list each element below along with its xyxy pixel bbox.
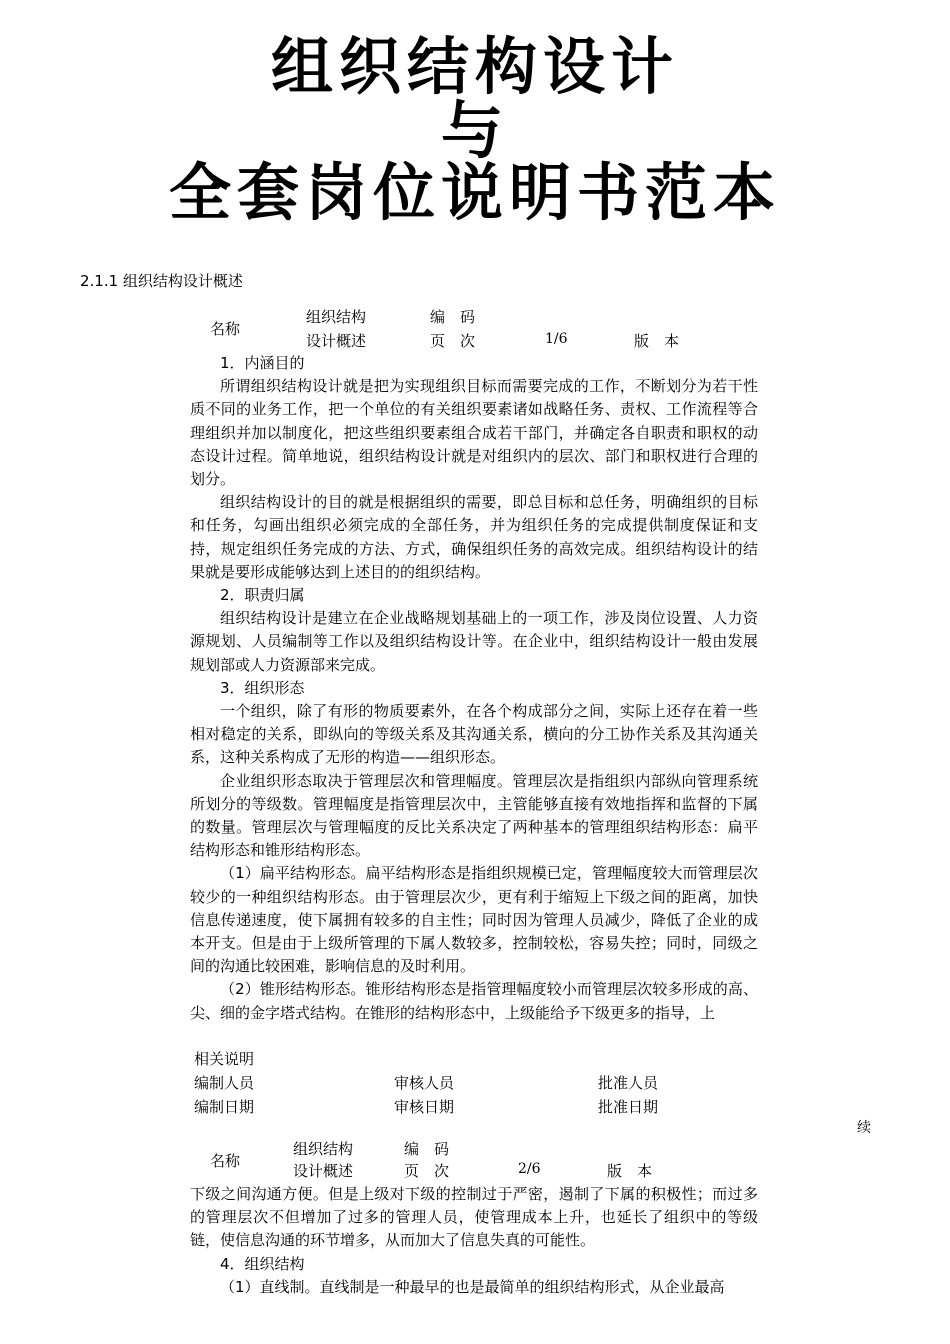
version-label: 版 本 [607,1162,653,1180]
page-label: 页 次 [404,1162,450,1180]
paragraph: （1）扁平结构形态。扁平结构形态是指组织规模已定，管理幅度较大而管理层次较少的一种组织结构形态。由于管理层次少，更有利于缩短上下级之间的距离，加快信息传递速度，使下属拥有较多的自主性；同时因为管理人员减少，降低了企业的成本开支。但是由于上级所管理的下属人数较多，控制较松，容易失控；同时，同级之间的沟通比较困难，影响信息的及时利用。 [190,864,758,976]
document-title-line-3: 全套岗位说明书范本 [168,156,781,229]
paragraph: 组织结构设计的目的就是根据组织的需要，即总目标和总任务，明确组织的目标和任务，勾画出组织必须完成的全部任务，并为组织任务的完成提供制度保证和支持，规定组织任务完成的方法、方式，确保组织任务的高效完成。组织结构设计的结果就是要形成能够达到上述目的的组织结构。 [190,493,758,581]
name-value-line-2: 设计概述 [293,1162,354,1180]
code-label: 编 码 [404,1140,450,1158]
continued-label: 续 [857,1120,871,1136]
related-notes-label: 相关说明 [194,1050,255,1068]
paragraph: 组织结构设计是建立在企业战略规划基础上的一项工作，涉及岗位设置、人力资源规划、人员编制等工作以及组织结构设计等。在企业中，组织结构设计一般由发展规划部或人力资源部来完成。 [190,609,758,674]
paragraph: （1）直线制。直线制是一种最早的也是最简单的组织结构形式，从企业最高 [220,1277,725,1296]
page-label: 页 次 [430,332,476,350]
document-title-line-1: 组织结构设计 [270,30,679,103]
body-text-2 [190,1183,758,1299]
reviewed-date-label: 审核日期 [394,1098,455,1116]
name-label: 名称 [210,320,241,338]
name-label: 名称 [210,1152,241,1170]
name-value-line-1: 组织结构 [293,1140,354,1158]
paragraph: 所谓组织结构设计就是把为实现组织目标而需要完成的工作，不断划分为若干性质不同的业务工作，把一个单位的有关组织要素诸如战略任务、责权、工作流程等合理组织并加以制度化，把这些组织要素组合成若干部门，并确定各自职责和职权的动态设计过程。简单地说，组织结构设计就是对组织内的层次、部门和职权进行合理的划分。 [190,377,758,489]
document-title-line-2: 与 [440,94,509,167]
body-text-1 [190,352,758,1025]
section-heading: 2.1.1 组织结构设计概述 [80,272,243,290]
paragraph: 一个组织，除了有形的物质要素外，在各个构成部分之间，实际上还存在着一些相对稳定的关系，即纵向的等级关系及其沟通关系，横向的分工协作关系及其沟通关系，这种关系构成了无形的构造——组织形态。 [190,702,758,767]
version-label: 版 本 [634,332,680,350]
paragraph: 企业组织形态取决于管理层次和管理幅度。管理层次是指组织内部纵向管理系统所划分的等级数。管理幅度是指管理层次中，主管能够直接有效地指挥和监督的下属的数量。管理层次与管理幅度的反比关系决定了两种基本的管理组织结构形态：扁平结构形态和锥形结构形态。 [190,771,758,860]
prepared-by-label: 编制人员 [194,1074,255,1092]
subheading: 2．职责归属 [220,586,305,605]
paragraph: （2）锥形结构形态。锥形结构形态是指管理幅度较小而管理层次较多形成的高、尖、细的金字塔式结构。在锥形的结构形态中，上级能给予下级更多的指导，上 [190,980,758,1022]
name-value-line-1: 组织结构 [306,308,367,326]
subheading: 3．组织形态 [220,678,305,697]
paragraph: 下级之间沟通方便。但是上级对下级的控制过于严密，遏制了下属的积极性；而过多的管理层次不但增加了过多的管理人员，使管理成本上升，也延长了组织中的等级链，使信息沟通的环节增多，从而加大了信息失真的可能性。 [190,1185,758,1250]
approved-date-label: 批准日期 [598,1098,659,1116]
name-value-line-2: 设计概述 [306,332,367,350]
code-label: 编 码 [430,308,476,326]
subheading: 4．组织结构 [220,1254,305,1273]
page-value: 2/6 [518,1161,541,1177]
page-value: 1/6 [545,331,568,347]
subheading: 1．内涵目的 [220,354,305,372]
prepared-date-label: 编制日期 [194,1098,255,1116]
reviewed-by-label: 审核人员 [394,1074,455,1092]
approved-by-label: 批准人员 [598,1074,659,1092]
